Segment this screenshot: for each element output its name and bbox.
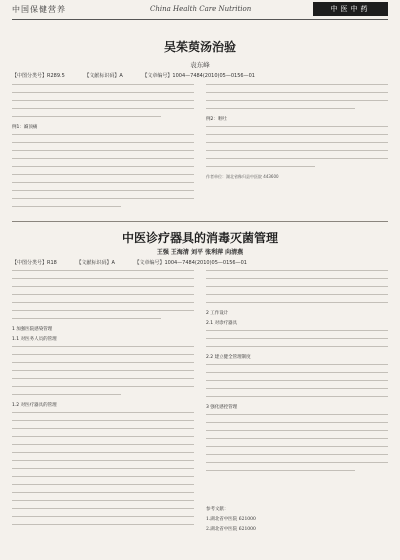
references bbox=[206, 506, 388, 536]
journal-name-cn: 中国保健营养 bbox=[12, 5, 66, 14]
article1-subhead-left: 例1：巅顶痛 bbox=[12, 125, 38, 130]
article1-left-column bbox=[12, 84, 194, 220]
article1-author-unit: 作者单位：湖北省秭归县中医院 443600 bbox=[206, 174, 279, 179]
article1-author: 袁东峰 bbox=[190, 61, 210, 69]
article2-section-3: 3 强化感控管理 bbox=[206, 405, 238, 410]
article2-clc: 【中图分类号】R18 bbox=[12, 260, 57, 266]
article2-section-1-2: 1.2 对医疗器具的管理 bbox=[12, 403, 57, 408]
article2-left-column bbox=[12, 270, 194, 550]
article1-clc: 【中图分类号】R289.5 bbox=[12, 73, 65, 79]
references-heading: 参考文献： bbox=[206, 507, 229, 512]
page-header bbox=[0, 0, 400, 20]
article-separator bbox=[12, 221, 388, 222]
article2-meta bbox=[12, 259, 388, 266]
article2-article-no: 【文章编号】1004—7484(2010)05—0156—01 bbox=[134, 260, 247, 266]
article2-section-2-1: 2.1 对诊疗器具 bbox=[206, 321, 238, 326]
article1-right-column bbox=[206, 84, 388, 220]
article2-right-column bbox=[206, 270, 388, 498]
section-label: 中医中药 bbox=[313, 2, 388, 16]
article1-title: 吴茱萸汤治验 bbox=[163, 40, 236, 54]
journal-name-en: China Health Care Nutrition bbox=[150, 5, 252, 13]
article2-section-1-1: 1.1 对医务人员的管理 bbox=[12, 337, 57, 342]
article1-doc-code: 【文献标识码】A bbox=[84, 73, 123, 79]
article1-subhead-right: 例2：呕吐 bbox=[206, 117, 227, 122]
article2-section-2-2: 2.2 建立健全管理制度 bbox=[206, 355, 251, 360]
article1-article-no: 【文章编号】1004—7484(2010)05—0156—01 bbox=[142, 73, 255, 79]
article1-meta bbox=[12, 72, 388, 79]
header-rule bbox=[12, 19, 388, 20]
article2-section-2: 2 工作设计 bbox=[206, 311, 229, 316]
reference-item: 2.湖北省中医院 621000 bbox=[206, 527, 256, 532]
reference-item: 1.湖北省中医院 621000 bbox=[206, 517, 256, 522]
article2-section-1: 1 加强医院感染管理 bbox=[12, 327, 53, 332]
article2-title: 中医诊疗器具的消毒灭菌管理 bbox=[121, 231, 278, 245]
article2-doc-code: 【文献标识码】A bbox=[76, 260, 115, 266]
article2-authors: 王强 王海清 刘平 张利萍 向清燕 bbox=[156, 249, 244, 256]
